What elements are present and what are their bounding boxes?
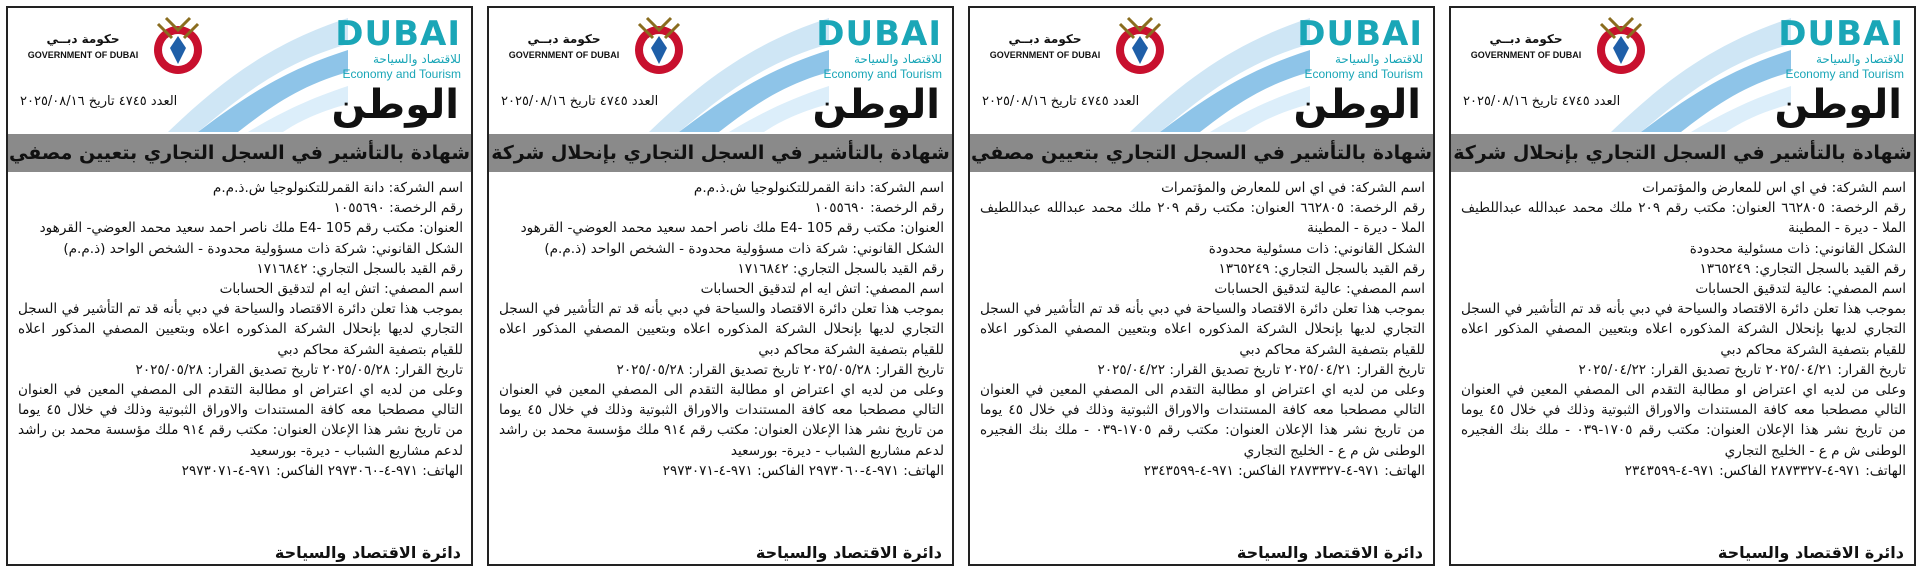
notice-card-1	[6, 6, 473, 566]
notice-body	[18, 178, 463, 481]
notice-header	[489, 8, 952, 132]
notice-line: الهاتف: ٩٧١-٤-٢٨٧٣٣٢٧ الفاكس: ٩٧١-٤-٢٣٤٣٥٩٩	[1624, 462, 1906, 479]
notice-line: وعلى من لديه اي اعتراض او مطالبة التقدم الى المصفي المعين في العنوان التالي مصطحبا معه كافة المستندات والاوراق الثبوتية وذلك في خلال ٤٥ يوما من تاريخ نشر هذا الإعلان العنوان: مكتب رقم ١٧٠٥-٠٣٩ - ملك بنك الفجيره الوطنى ش م ع - الخليج التجاري	[980, 382, 1425, 459]
gov-name-ar: حكومة دبــي	[527, 32, 601, 46]
dubai-dept-ar: للاقتصاد والسياحة	[1334, 52, 1423, 66]
dubai-dept-en: Economy and Tourism	[1304, 67, 1423, 81]
notice-line: رقم القيد بالسجل التجاري: ١٧١٦٨٤٢	[737, 260, 944, 277]
newspaper-name: الوطن	[1774, 82, 1902, 128]
notice-line: العنوان: مكتب رقم 105 -E4 ملك ناصر احمد سعيد محمد العوضي- القرهود	[520, 220, 944, 237]
notice-card-4	[1449, 6, 1916, 566]
notice-title: شهادة بالتأشير في السجل التجاري بإنحلال شركة	[1451, 134, 1914, 172]
notice-footer: دائرة الاقتصاد والسياحة	[1717, 543, 1904, 562]
notice-header	[970, 8, 1433, 132]
notices-strip	[6, 6, 1914, 571]
notice-card-3	[968, 6, 1435, 566]
notice-line: تاريخ القرار: ٢٠٢٥/٠٤/٢١ تاريخ تصديق القرار: ٢٠٢٥/٠٤/٢٢	[1097, 361, 1425, 378]
notice-line: رقم الرخصة: ٦٦٢٨٠٥ العنوان: مكتب رقم ٢٠٩ ملك محمد عبدالله عبداللطيف الملا - ديرة - المطينة	[980, 200, 1425, 237]
emblem-icon	[1110, 14, 1170, 78]
issue-info: العدد ٤٧٤٥ تاريخ ٢٠٢٥/٠٨/١٦	[982, 94, 1140, 109]
notice-title: شهادة بالتأشير في السجل التجاري بتعيين مصفي	[8, 134, 471, 172]
notice-line: اسم الشركة: في اي اس للمعارض والمؤتمرات	[1642, 180, 1906, 196]
notice-line: رقم الرخصة: ١٠٥٥٦٩٠	[814, 200, 944, 217]
dubai-det-logo	[311, 16, 461, 81]
notice-line: بموجب هذا تعلن دائرة الاقتصاد والسياحة في دبي بأنه قد تم التأشير في السجل التجاري لديها بإنحلال الشركة المذكوره اعلاه وبتعيين المصفي المذكور اعلاه للقيام بتصفية الشركة محاكم دبي	[18, 301, 463, 358]
notice-header	[8, 8, 471, 132]
dubai-wordmark: DUBAI	[335, 14, 461, 54]
notice-line: رقم الرخصة: ٦٦٢٨٠٥ العنوان: مكتب رقم ٢٠٩ ملك محمد عبدالله عبداللطيف الملا - ديرة - المطينة	[1461, 200, 1906, 237]
gov-name-en: GOVERNMENT OF DUBAI	[27, 50, 139, 60]
dubai-wordmark: DUBAI	[1778, 14, 1904, 54]
newspaper-name: الوطن	[331, 82, 459, 128]
gov-name-en: GOVERNMENT OF DUBAI	[989, 50, 1101, 60]
notice-line: تاريخ القرار: ٢٠٢٥/٠٥/٢٨ تاريخ تصديق القرار: ٢٠٢٥/٠٥/٢٨	[616, 361, 944, 378]
dubai-det-logo	[792, 16, 942, 81]
notice-line: رقم القيد بالسجل التجاري: ١٣٦٥٢٤٩	[1699, 260, 1906, 277]
gov-name-ar: حكومة دبــي	[1489, 32, 1563, 46]
notice-line: الشكل القانوني: ذات مسئولية محدودة	[1208, 240, 1425, 257]
notice-line: اسم المصفي: اتش ايه ام لتدقيق الحسابات	[219, 281, 463, 298]
notice-line: وعلى من لديه اي اعتراض او مطالبة التقدم الى المصفي المعين في العنوان التالي مصطحبا معه كافة المستندات والاوراق الثبوتية وذلك في خلال ٤٥ يوما من تاريخ نشر هذا الإعلان العنوان: مكتب رقم ٩١٤ ملك مؤسسة محمد بن راشد لدعم مشاريع الشباب - ديرة- بورسعيد	[18, 382, 463, 459]
dubai-dept-en: Economy and Tourism	[342, 67, 461, 81]
notice-title: شهادة بالتأشير في السجل التجاري بتعيين مصفي	[970, 134, 1433, 172]
notice-line: بموجب هذا تعلن دائرة الاقتصاد والسياحة في دبي بأنه قد تم التأشير في السجل التجاري لديها بإنحلال الشركة المذكوره اعلاه وبتعيين المصفي المذكور اعلاه للقيام بتصفية الشركة محاكم دبي	[980, 301, 1425, 358]
notice-line: العنوان: مكتب رقم 105 -E4 ملك ناصر احمد سعيد محمد العوضي- القرهود	[39, 220, 463, 237]
issue-info: العدد ٤٧٤٥ تاريخ ٢٠٢٥/٠٨/١٦	[20, 94, 178, 109]
issue-info: العدد ٤٧٤٥ تاريخ ٢٠٢٥/٠٨/١٦	[1463, 94, 1621, 109]
gov-name-ar: حكومة دبــي	[46, 32, 120, 46]
notice-header	[1451, 8, 1914, 132]
notice-line: الهاتف: ٩٧١-٤-٢٩٧٣٠٦٠ الفاكس: ٩٧١-٤-٢٩٧٣٠٧١	[181, 462, 463, 479]
emblem-icon	[1591, 14, 1651, 78]
notice-footer: دائرة الاقتصاد والسياحة	[274, 543, 461, 562]
dubai-det-logo	[1273, 16, 1423, 81]
dubai-wordmark: DUBAI	[1297, 14, 1423, 54]
notice-line: اسم المصفي: عالية لتدقيق الحسابات	[1695, 281, 1906, 298]
dubai-dept-ar: للاقتصاد والسياحة	[1815, 52, 1904, 66]
notice-line: اسم المصفي: عالية لتدقيق الحسابات	[1214, 281, 1425, 298]
notice-line: بموجب هذا تعلن دائرة الاقتصاد والسياحة في دبي بأنه قد تم التأشير في السجل التجاري لديها بإنحلال الشركة المذكوره اعلاه وبتعيين المصفي المذكور اعلاه للقيام بتصفية الشركة محاكم دبي	[499, 301, 944, 358]
notice-line: وعلى من لديه اي اعتراض او مطالبة التقدم الى المصفي المعين في العنوان التالي مصطحبا معه كافة المستندات والاوراق الثبوتية وذلك في خلال ٤٥ يوما من تاريخ نشر هذا الإعلان العنوان: مكتب رقم ١٧٠٥-٠٣٩ - ملك بنك الفجيره الوطنى ش م ع - الخليج التجاري	[1461, 382, 1906, 459]
dubai-dept-ar: للاقتصاد والسياحة	[853, 52, 942, 66]
notice-card-2	[487, 6, 954, 566]
newspaper-name: الوطن	[1293, 82, 1421, 128]
notice-line: الشكل القانوني: شركة ذات مسؤولية محدودة - الشخص الواحد (ذ.م.م)	[63, 240, 463, 257]
gov-name-ar: حكومة دبــي	[1008, 32, 1082, 46]
notice-line: الشكل القانوني: شركة ذات مسؤولية محدودة - الشخص الواحد (ذ.م.م)	[544, 240, 944, 257]
notice-line: اسم الشركة: في اي اس للمعارض والمؤتمرات	[1161, 180, 1425, 196]
notice-line: اسم الشركة: دانة القمرللتكنولوجيا ش.ذ.م.م	[693, 180, 944, 196]
notice-line: اسم الشركة: دانة القمرللتكنولوجيا ش.ذ.م.م	[212, 180, 463, 196]
notice-line: الهاتف: ٩٧١-٤-٢٩٧٣٠٦٠ الفاكس: ٩٧١-٤-٢٩٧٣٠٧١	[662, 462, 944, 479]
newspaper-name: الوطن	[812, 82, 940, 128]
dubai-wordmark: DUBAI	[816, 14, 942, 54]
notice-body	[980, 178, 1425, 481]
emblem-icon	[148, 14, 208, 78]
notice-line: رقم القيد بالسجل التجاري: ١٧١٦٨٤٢	[256, 260, 463, 277]
notice-body	[499, 178, 944, 481]
dubai-det-logo	[1754, 16, 1904, 81]
notice-line: الشكل القانوني: ذات مسئولية محدودة	[1689, 240, 1906, 257]
notice-footer: دائرة الاقتصاد والسياحة	[755, 543, 942, 562]
notice-footer: دائرة الاقتصاد والسياحة	[1236, 543, 1423, 562]
notice-title: شهادة بالتأشير في السجل التجاري بإنحلال شركة	[489, 134, 952, 172]
notice-line: اسم المصفي: اتش ايه ام لتدقيق الحسابات	[700, 281, 944, 298]
dubai-dept-ar: للاقتصاد والسياحة	[372, 52, 461, 66]
notice-line: تاريخ القرار: ٢٠٢٥/٠٤/٢١ تاريخ تصديق القرار: ٢٠٢٥/٠٤/٢٢	[1578, 361, 1906, 378]
notice-line: رقم القيد بالسجل التجاري: ١٣٦٥٢٤٩	[1218, 260, 1425, 277]
dubai-dept-en: Economy and Tourism	[1785, 67, 1904, 81]
emblem-icon	[629, 14, 689, 78]
notice-body	[1461, 178, 1906, 481]
notice-line: رقم الرخصة: ١٠٥٥٦٩٠	[333, 200, 463, 217]
issue-info: العدد ٤٧٤٥ تاريخ ٢٠٢٥/٠٨/١٦	[501, 94, 659, 109]
notice-line: تاريخ القرار: ٢٠٢٥/٠٥/٢٨ تاريخ تصديق القرار: ٢٠٢٥/٠٥/٢٨	[135, 361, 463, 378]
dubai-dept-en: Economy and Tourism	[823, 67, 942, 81]
gov-name-en: GOVERNMENT OF DUBAI	[508, 50, 620, 60]
notice-line: الهاتف: ٩٧١-٤-٢٨٧٣٣٢٧ الفاكس: ٩٧١-٤-٢٣٤٣٥٩٩	[1143, 462, 1425, 479]
notice-line: بموجب هذا تعلن دائرة الاقتصاد والسياحة في دبي بأنه قد تم التأشير في السجل التجاري لديها بإنحلال الشركة المذكوره اعلاه وبتعيين المصفي المذكور اعلاه للقيام بتصفية الشركة محاكم دبي	[1461, 301, 1906, 358]
gov-name-en: GOVERNMENT OF DUBAI	[1470, 50, 1582, 60]
notice-line: وعلى من لديه اي اعتراض او مطالبة التقدم الى المصفي المعين في العنوان التالي مصطحبا معه كافة المستندات والاوراق الثبوتية وذلك في خلال ٤٥ يوما من تاريخ نشر هذا الإعلان العنوان: مكتب رقم ٩١٤ ملك مؤسسة محمد بن راشد لدعم مشاريع الشباب - ديرة- بورسعيد	[499, 382, 944, 459]
